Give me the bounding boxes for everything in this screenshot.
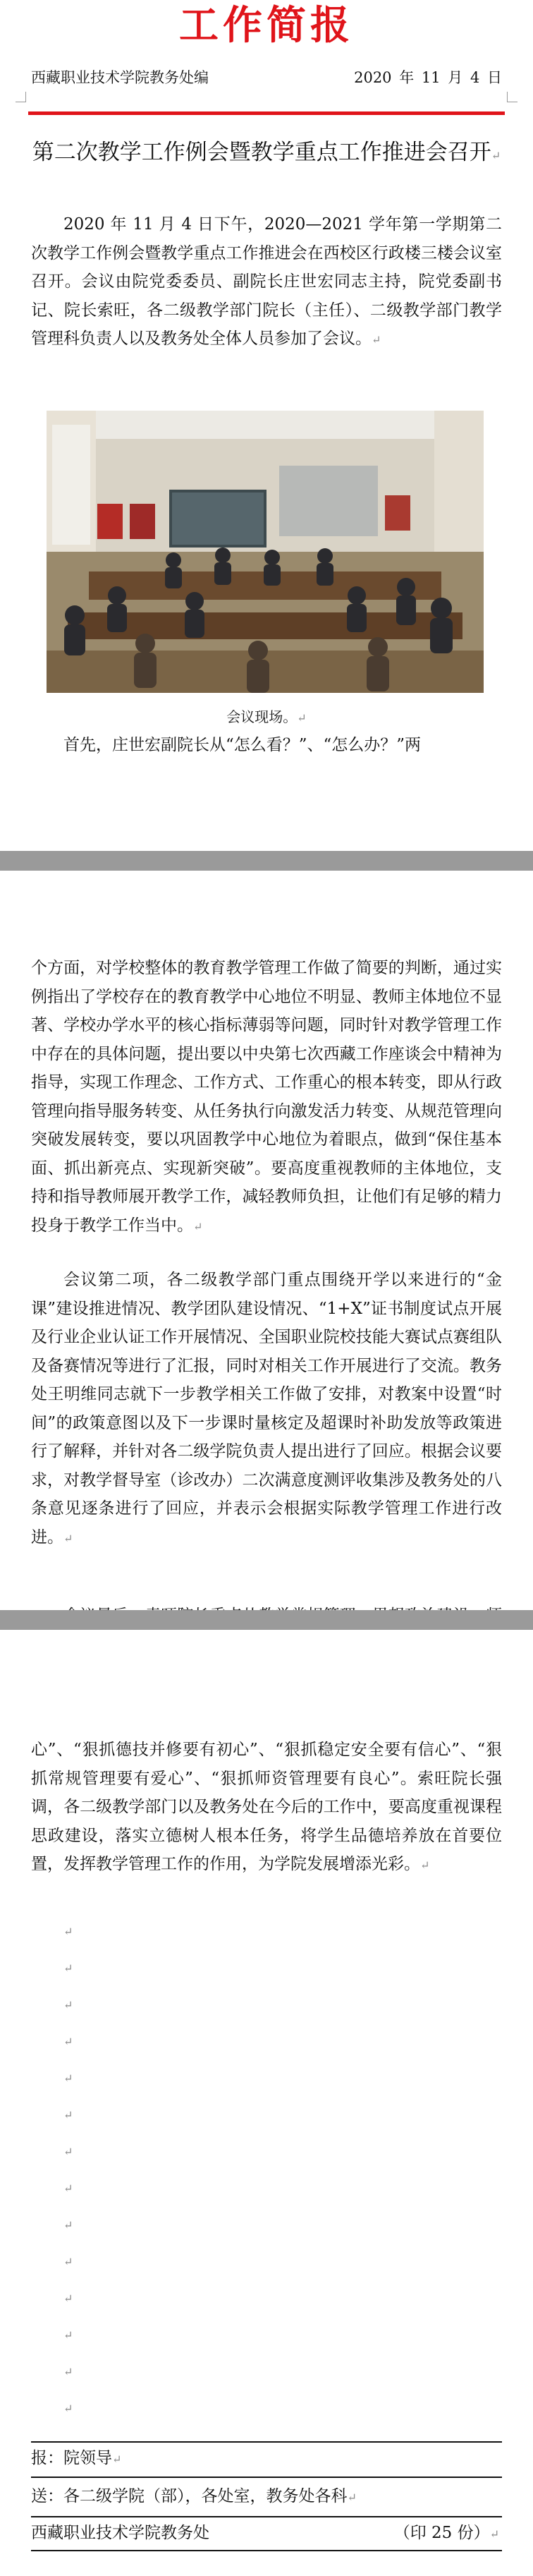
footer-rule xyxy=(31,2516,502,2517)
paragraph-intro-text: 2020 年 11 月 4 日下午，2020—2021 学年第一学期第二次教学工作例会暨教学重点工作推进会在西校区行政楼三楼会议室召开。会议由院党委委员、副院长庄世宏同志主持，院党委副书记、院长索旺，各二级教学部门院长（主任）、二级教学部门教学管理科负责人以及教务处全体人员参加了会议。 xyxy=(31,215,502,348)
photo-caption-text: 会议现场。 xyxy=(226,708,298,725)
paragraph-4-cont-text: 心”、“狠抓德技并修要有初心”、“狠抓稳定安全要有信心”、“狠抓常规管理要有爱心”、“狠抓师资管理要有良心”。索旺院长强调，各二级教学部门以及教务处在今后的工作中，要高度重视课程思政建设，落实立德树人根本任务，将学生品德培养放在首要位置，发挥教学管理工作的作用，为学院发展增添光彩。 xyxy=(31,1741,502,1873)
footer-send-text: 送：各二级学院（部），各处室，教务处各科 xyxy=(31,2487,348,2505)
empty-paragraph-mark: ↵ xyxy=(63,1998,73,2012)
crop-mark-left xyxy=(16,92,26,102)
red-divider xyxy=(28,111,505,115)
empty-paragraph-mark: ↵ xyxy=(63,1925,73,1938)
footer-send xyxy=(31,2485,357,2509)
page-gap xyxy=(0,851,533,871)
photo-caption xyxy=(0,706,533,726)
paragraph-4-cont xyxy=(31,1736,502,1880)
paragraph-2-cont-text: 个方面，对学校整体的教育教学管理工作做了简要的判断，通过实例指出了学校存在的教育教学中心地位不明显、教师主体地位不显著、学校办学水平的核心指标薄弱等问题，同时针对教学管理工作中存在的具体问题，提出要以中央第七次西藏工作座谈会中精神为指导，实现工作理念、工作方式、工作重心的根本转变，即从行政管理向指导服务转变、从任务执行向激发活力转变、从规范管理向突破发展转变，要以巩固教学中心地位为着眼点，做到“保住基本面、抓出新亮点、实现新突破”。要高度重视教师的主体地位，支持和指导教师展开教学工作，减轻教师负担，让他们有足够的精力投身于教学工作当中。 xyxy=(31,959,502,1235)
empty-paragraph-mark: ↵ xyxy=(63,2218,73,2232)
paragraph-mark: ↵ xyxy=(63,1531,73,1545)
footer-copies xyxy=(394,2522,499,2546)
paragraph-mark: ↵ xyxy=(193,1219,203,1233)
footer-org: 西藏职业技术学院教务处 xyxy=(31,2524,209,2542)
footer-rule-bottom xyxy=(31,2550,502,2551)
paragraph-2-cont xyxy=(31,954,502,1241)
empty-paragraph-mark: ↵ xyxy=(63,2402,73,2415)
issuing-org: 西藏职业技术学院教务处编 xyxy=(31,69,209,86)
footer-report xyxy=(31,2447,121,2471)
empty-paragraph-mark: ↵ xyxy=(63,1961,73,1975)
crop-mark-right xyxy=(507,92,517,102)
page-2 xyxy=(0,871,533,1610)
headline-text: 第二次教学工作例会暨教学重点工作推进会召开 xyxy=(32,140,491,165)
issue-date: 2020 年 11 月 4 日 xyxy=(354,69,502,86)
empty-paragraph-mark: ↵ xyxy=(63,2365,73,2378)
empty-paragraph-mark: ↵ xyxy=(63,2328,73,2342)
paragraph-mark: ↵ xyxy=(297,711,307,725)
footer-copies-text: （印 25 份） xyxy=(393,2524,490,2542)
paragraph-mark: ↵ xyxy=(347,2491,357,2504)
meeting-photo-image xyxy=(47,411,484,693)
paragraph-mark: ↵ xyxy=(489,2527,499,2541)
empty-paragraph-mark: ↵ xyxy=(63,2035,73,2048)
paragraph-2-start: 首先，庄世宏副院长从“怎么看？”、“怎么办？”两 xyxy=(63,736,422,754)
empty-paragraph-mark: ↵ xyxy=(63,2182,73,2195)
page-gap xyxy=(0,1610,533,1630)
page-3 xyxy=(0,1630,533,2576)
empty-paragraph-mark: ↵ xyxy=(63,2255,73,2268)
paragraph-mark: ↵ xyxy=(112,2453,122,2466)
empty-paragraph-mark: ↵ xyxy=(63,2108,73,2122)
footer-rule xyxy=(31,2477,502,2478)
empty-paragraph-mark: ↵ xyxy=(63,2292,73,2305)
bulletin-title: 工作简报 xyxy=(179,2,354,49)
article-headline xyxy=(31,134,502,174)
paragraph-mark: ↵ xyxy=(372,333,381,346)
paragraph-3-text: 会议第二项，各二级教学部门重点围绕开学以来进行的“金课”建设推进情况、教学团队建设情况、“1+X”证书制度试点开展及行业企业认证工作开展情况、全国职业院校技能大赛试点赛组队及备赛情况等进行了汇报，同时对相关工作开展进行了交流。教务处王明维同志就下一步教学相关工作做了安排，对教案中设置“时间”的政策意图以及下一步课时量核定及超课时补助发放等政策进行了解释，并针对各二级学院负责人提出进行了回应。根据会议要求，对教学督导室（诊改办）二次满意度测评收集涉及教务处的八条意见逐条进行了回应，并表示会根据实际教学管理工作进行改进。 xyxy=(31,1271,502,1547)
footer-rule-top xyxy=(31,2441,502,2443)
empty-paragraph-mark: ↵ xyxy=(63,2145,73,2158)
paragraph-3 xyxy=(31,1266,502,1553)
meeting-photo xyxy=(47,411,484,693)
paragraph-intro xyxy=(31,210,502,355)
paragraph-mark: ↵ xyxy=(491,149,501,162)
footer-report-text: 报：院领导 xyxy=(31,2449,112,2467)
paragraph-mark: ↵ xyxy=(420,1858,430,1872)
empty-paragraph-mark: ↵ xyxy=(63,2072,73,2085)
page-1 xyxy=(0,0,533,851)
